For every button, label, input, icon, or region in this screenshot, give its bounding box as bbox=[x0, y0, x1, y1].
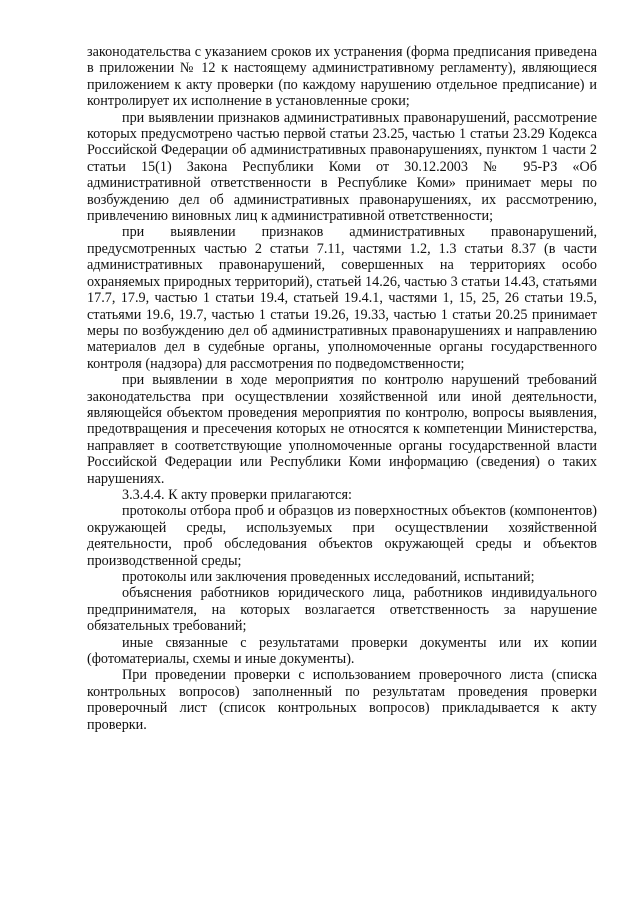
document-body bbox=[87, 44, 597, 733]
paragraph-other-documents: иные связанные с результатами проверки документы или их копии (фотоматериалы, схемы и иные документы). bbox=[87, 634, 597, 668]
paragraph-checklist: При проведении проверки с использованием проверочного листа (списка контрольных вопросов) заполненный по результатам проведения проверки проверочный лист (список контрольных вопросов) прикладывается к акту проверки. bbox=[87, 667, 597, 733]
paragraph-sampling-protocols: протоколы отбора проб и образцов из поверхностных объектов (компонентов) окружающей среды, используемых при осуществлении хозяйственной деятельности, проб обследования объектов окружающей среды и объектов производственной среды; bbox=[87, 503, 597, 569]
paragraph-explanations: объяснения работников юридического лица, работников индивидуального предпринимателя, на которых возлагается ответственность за нарушение обязательных требований; bbox=[87, 585, 597, 635]
paragraph-act-attachments-heading: 3.3.4.4. К акту проверки прилагаются: bbox=[122, 486, 352, 503]
paragraph-prescription-continuation: законодательства с указанием сроков их устранения (форма предписания приведена в приложении № 12 к настоящему административному регламенту), являющиеся приложением к акту проверки (по каждому нарушению отдельное предписание) и контролирует их исполнение в установленные сроки; bbox=[87, 44, 597, 110]
paragraph-other-violations-notification: при выявлении в ходе мероприятия по контролю нарушений требований законодательства при осуществлении хозяйственной или иной деятельности, являющейся объектом проведения мероприятия по контролю, вопросы выявления, предотвращения и пресечения которых не относятся к компетенции Министерства, направляет в соответствующие уполномоченные органы государственной власти Российской Федерации или Республики Коми информацию (сведения) о таких нарушениях. bbox=[87, 372, 597, 487]
paragraph-admin-offenses-referral: при выявлении признаков административных правонарушений, предусмотренных частью 2 статьи 7.11, частями 1.2, 1.3 статьи 8.37 (в части административных правонарушений, совершенных на территориях особо охраняемых природных территорий), статьей 14.26, частью 3 статьи 14.43, статьями 17.7, 17.9, частью 1 статьи 19.4, статьей 19.4.1, частями 1, 15, 25, 26 статьи 19.5, статьями 19.6, 19.7, частью 1 статьи 19.26, 19.33, частью 1 статьи 20.25 принимает меры по возбуждению дел об административных правонарушениях и направлению материалов дел в судебные органы, уполномоченные органы государственного контроля (надзора) для рассмотрения по подведомственности; bbox=[87, 224, 598, 372]
paragraph-admin-offenses-koap-23-25: при выявлении признаков административных правонарушений, рассмотрение которых предусмотрено частью первой статьи 23.25, частью 1 статьи 23.29 Кодекса Российской Федерации об административных правонарушениях, пунктом 1 части 2 статьи 15(1) Закона Республики Коми от 30.12.2003 № 95-РЗ «Об административной ответственности в Республике Коми» принимает меры по возбуждению дел об административных правонарушениях, их рассмотрению, привлечению виновных лиц к административной ответственности; bbox=[87, 109, 597, 225]
paragraph-research-protocols: протоколы или заключения проведенных исследований, испытаний; bbox=[122, 569, 535, 585]
